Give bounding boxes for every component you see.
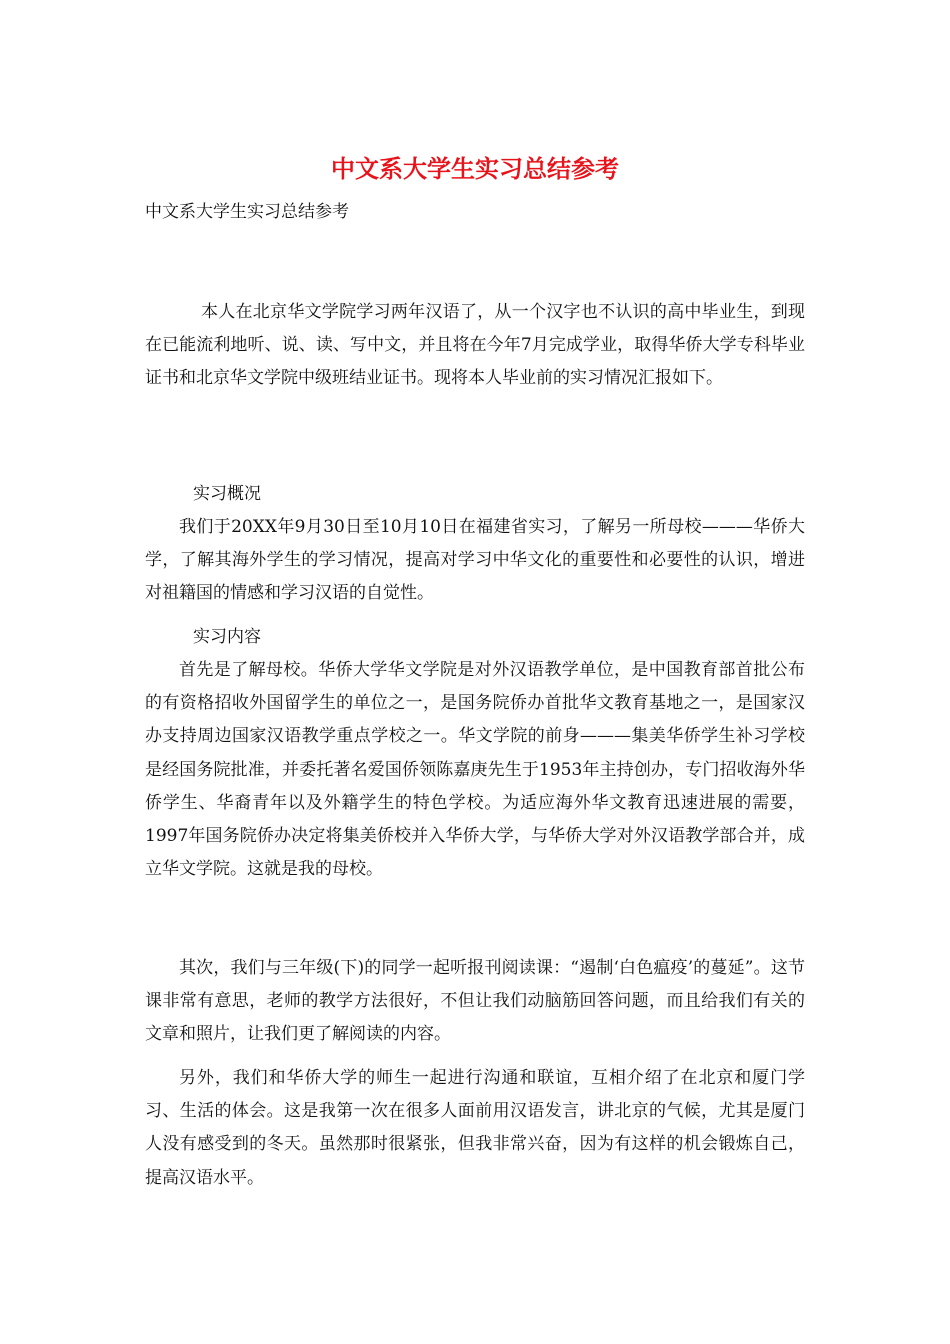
content-paragraph-3: 另外，我们和华侨大学的师生一起进行沟通和联谊，互相介绍了在北京和厦门学习、生活的体会。这是我第一次在很多人面前用汉语发言，讲北京的气候，尤其是厦门人没有感受到的冬天。虽然那时很紧张，但我非常兴奋，因为有这样的机会锻炼自己，提高汉语水平。 <box>145 1068 805 1188</box>
content-paragraph-1: 首先是了解母校。华侨大学华文学院是对外汉语教学单位，是中国教育部首批公布的有资格招收外国留学生的单位之一，是国务院侨办首批华文教育基地之一，是国家汉办支持周边国家汉语教学重点学校之一。华文学院的前身———集美华侨学生补习学校是经国务院批准，并委托著名爱国侨领陈嘉庚先生于1953年主持创办，专门招收海外华侨学生、华裔青年以及外籍学生的特色学校。为适应海外华文教育迅速进展的需要，1997年国务院侨办决定将集美侨校并入华侨大学，与华侨大学对外汉语教学部合并，成立华文学院。这就是我的母校。 <box>145 660 805 880</box>
content-paragraph-2: 其次，我们与三年级(下)的同学一起听报刊阅读课：“遏制‘白色瘟疫’的蔓延”。这节课非常有意思，老师的教学方法很好，不但让我们动脑筋回答问题，而且给我们有关的文章和照片，让我们更了解阅读的内容。 <box>145 958 805 1045</box>
section-heading-overview: 实习概况 <box>193 484 261 504</box>
intro-paragraph: 本人在北京华文学院学习两年汉语了，从一个汉字也不认识的高中毕业生，到现在已能流利地听、说、读、写中文，并且将在今年7月完成学业，取得华侨大学专科毕业证书和北京华文学院中级班结业证书。现将本人毕业前的实习情况汇报如下。 <box>145 302 805 389</box>
section-heading-content: 实习内容 <box>193 627 261 647</box>
document-title: 中文系大学生实习总结参考 <box>331 154 619 183</box>
overview-paragraph: 我们于20XX年9月30日至10月10日在福建省实习，了解另一所母校———华侨大学，了解其海外学生的学习情况，提高对学习中华文化的重要性和必要性的认识，增进对祖籍国的情感和学习汉语的自觉性。 <box>145 517 805 604</box>
document-subtitle: 中文系大学生实习总结参考 <box>145 202 349 222</box>
